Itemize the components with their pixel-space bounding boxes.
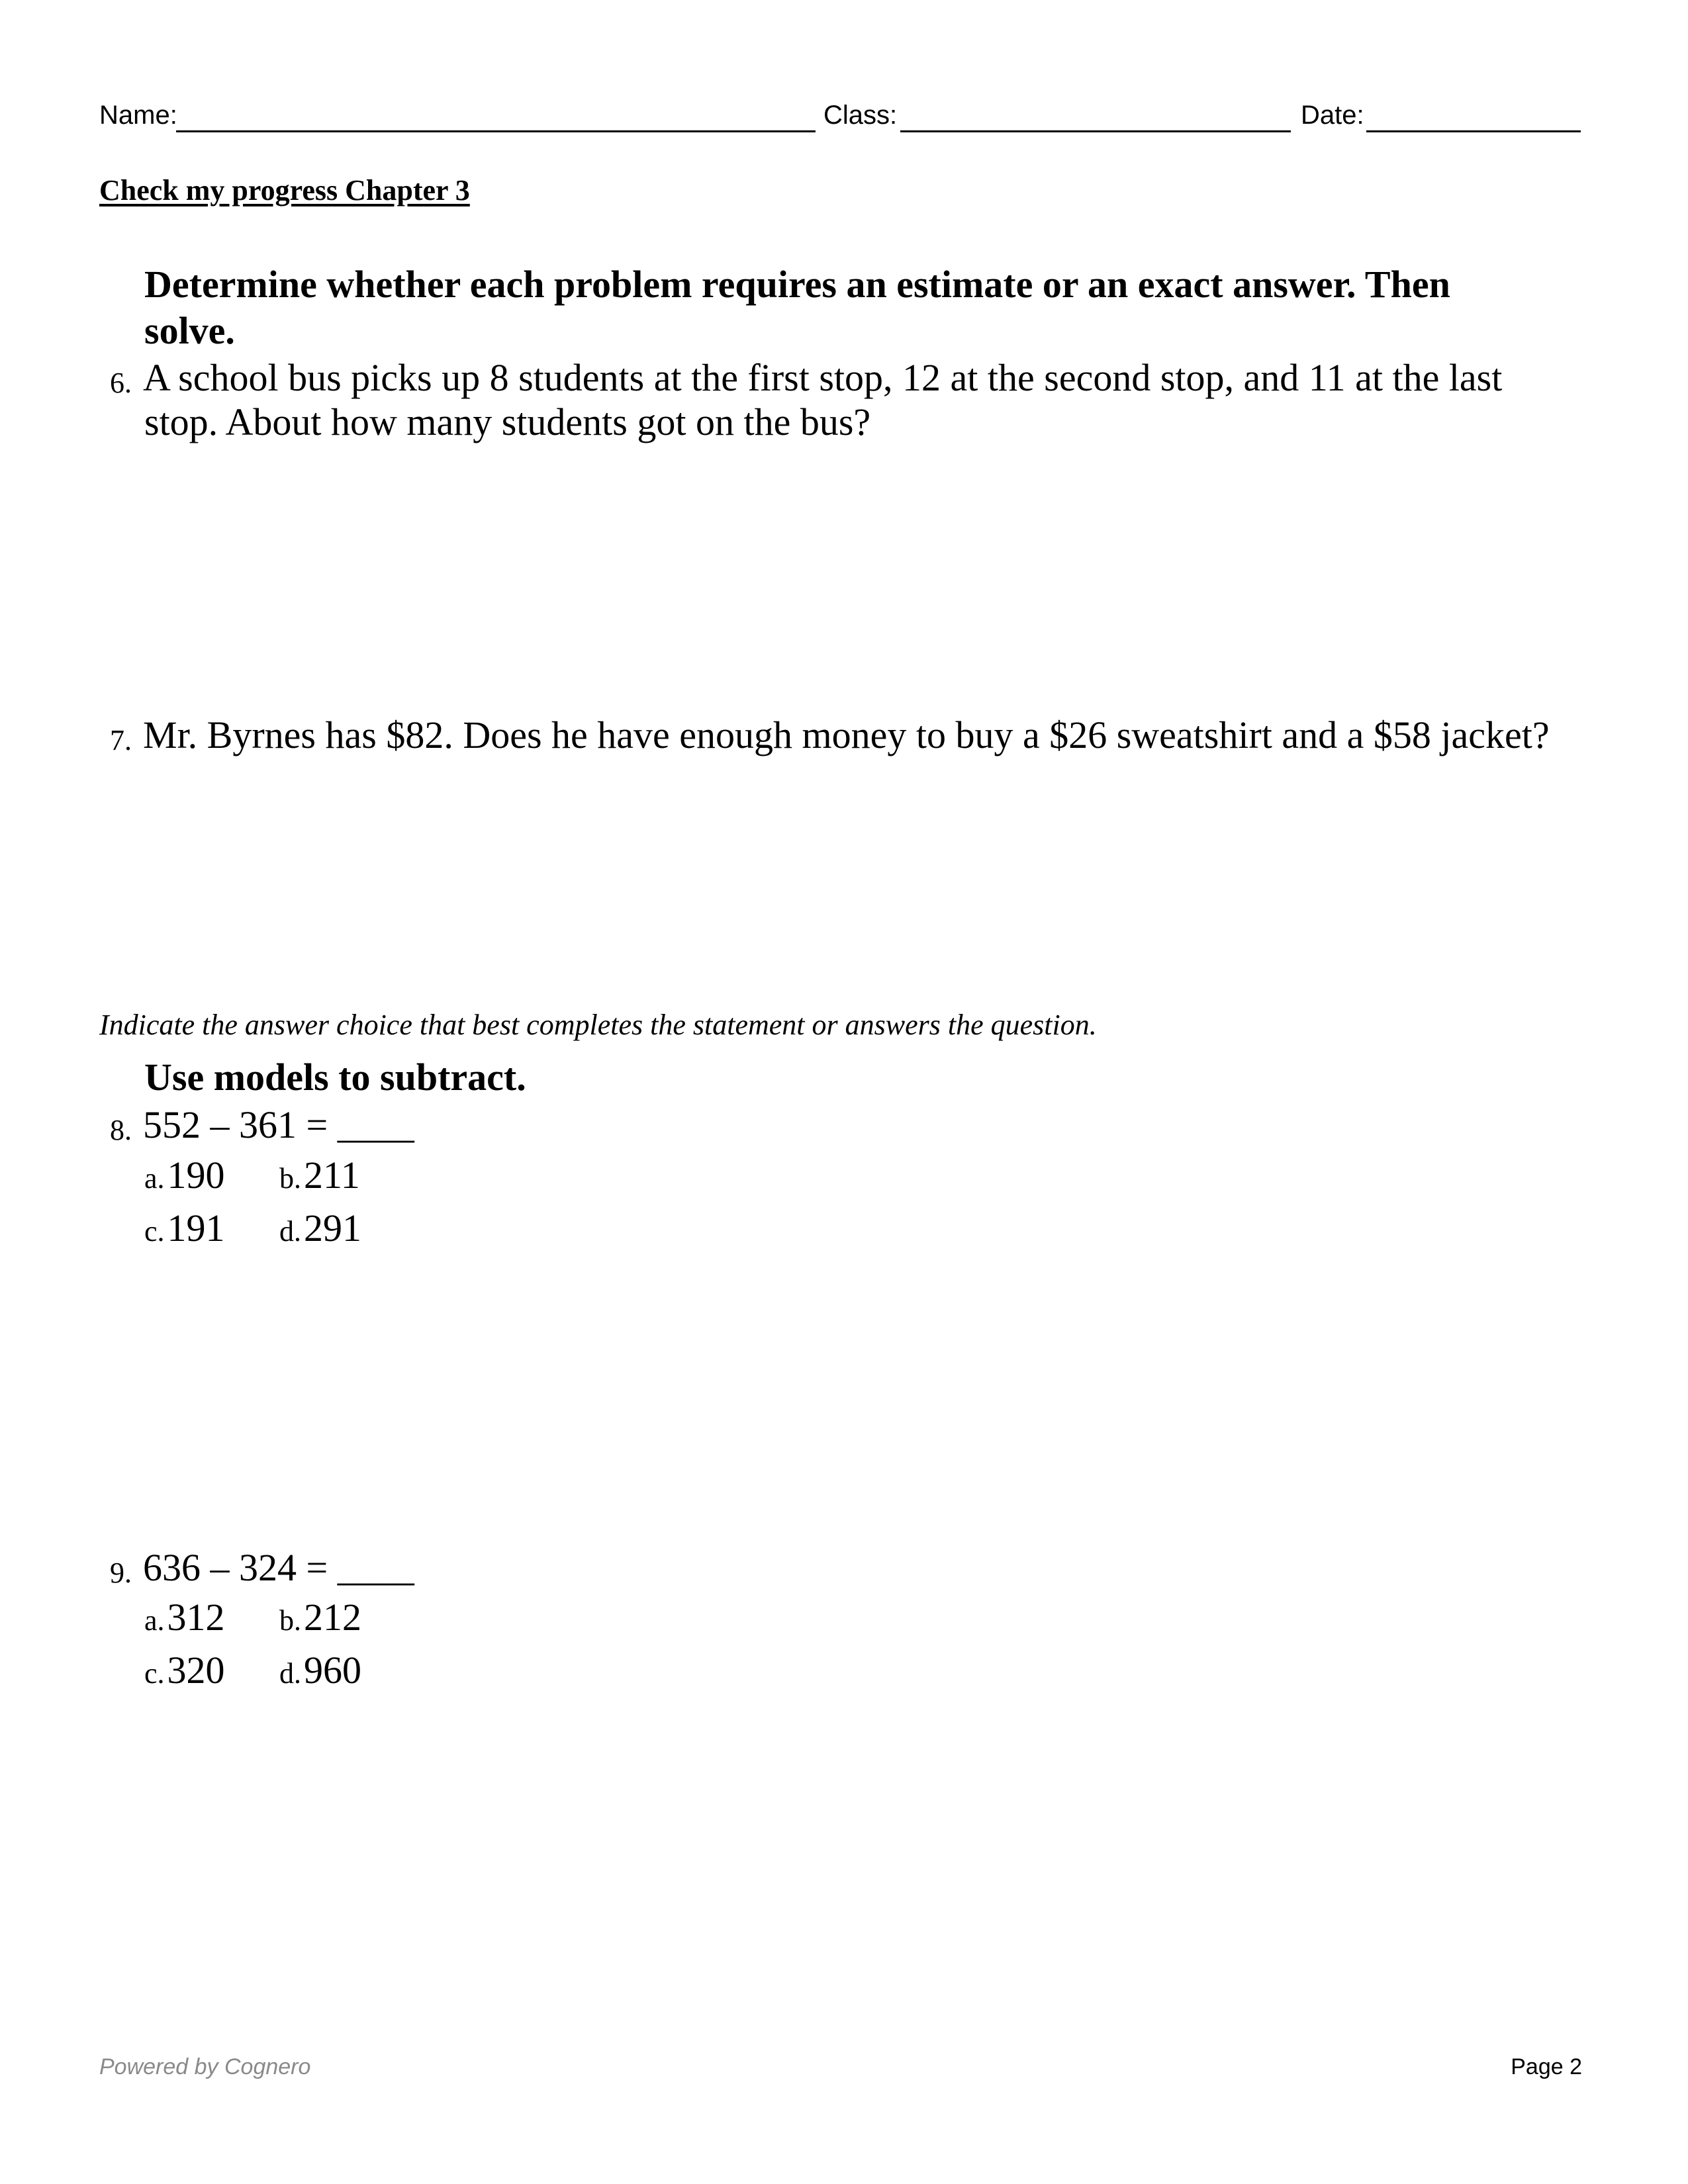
choice-letter: b.: [279, 1162, 301, 1195]
page-title: Check my progress Chapter 3: [99, 174, 470, 206]
question-8-choice-d[interactable]: [279, 1206, 361, 1250]
question-8-choice-b[interactable]: [279, 1153, 360, 1197]
date-blank[interactable]: [1366, 130, 1581, 132]
choice-value: 191: [167, 1206, 225, 1250]
question-9-choice-b[interactable]: [279, 1595, 361, 1639]
section1-instruction-line2: solve.: [144, 309, 235, 352]
choice-letter: d.: [279, 1215, 301, 1248]
choice-letter: a.: [144, 1604, 165, 1637]
choice-value: 291: [304, 1206, 361, 1250]
question-9-choice-c[interactable]: [144, 1648, 225, 1692]
choice-letter: c.: [144, 1215, 165, 1248]
section1-instruction-line1: Determine whether each problem requires an estimate or an exact answer. Then: [144, 263, 1450, 306]
class-label: Class:: [823, 101, 898, 130]
question-9-text: 636 – 324 = ____: [143, 1546, 414, 1589]
name-label: Name:: [99, 101, 177, 130]
class-blank[interactable]: [900, 130, 1291, 132]
question-9-choice-d[interactable]: [279, 1648, 361, 1692]
footer-powered-by: Powered by Cognero: [99, 2054, 311, 2079]
question-6-number: 6.: [110, 367, 132, 399]
question-9-choice-a[interactable]: [144, 1595, 225, 1639]
choice-value: 320: [167, 1649, 225, 1692]
choice-letter: c.: [144, 1657, 165, 1690]
choice-letter: d.: [279, 1657, 301, 1690]
question-8-text: 552 – 361 = ____: [143, 1103, 414, 1146]
question-8-number: 8.: [110, 1114, 132, 1146]
page-number: Page 2: [1511, 2054, 1582, 2079]
choice-value: 190: [167, 1154, 225, 1197]
section2-directions: Indicate the answer choice that best completes the statement or answers the question.: [99, 1009, 1097, 1041]
question-6-text-line2: stop. About how many students got on the bus?: [144, 400, 871, 443]
section2-instruction: Use models to subtract.: [144, 1056, 526, 1099]
choice-letter: b.: [279, 1604, 301, 1637]
choice-letter: a.: [144, 1162, 165, 1195]
choice-value: 212: [304, 1596, 361, 1639]
question-6-text-line1: A school bus picks up 8 students at the first stop, 12 at the second stop, and 11 at the last: [143, 356, 1503, 399]
question-9-number: 9.: [110, 1557, 132, 1589]
question-7-number: 7.: [110, 724, 132, 756]
name-blank[interactable]: [176, 130, 816, 132]
choice-value: 211: [304, 1154, 360, 1197]
date-label: Date:: [1301, 101, 1364, 130]
question-7-text: Mr. Byrnes has $82. Does he have enough money to buy a $26 sweatshirt and a $58 jacket?: [143, 713, 1550, 756]
question-8-choice-a[interactable]: [144, 1153, 225, 1197]
choice-value: 312: [167, 1596, 225, 1639]
question-8-choice-c[interactable]: [144, 1206, 225, 1250]
choice-value: 960: [304, 1649, 361, 1692]
